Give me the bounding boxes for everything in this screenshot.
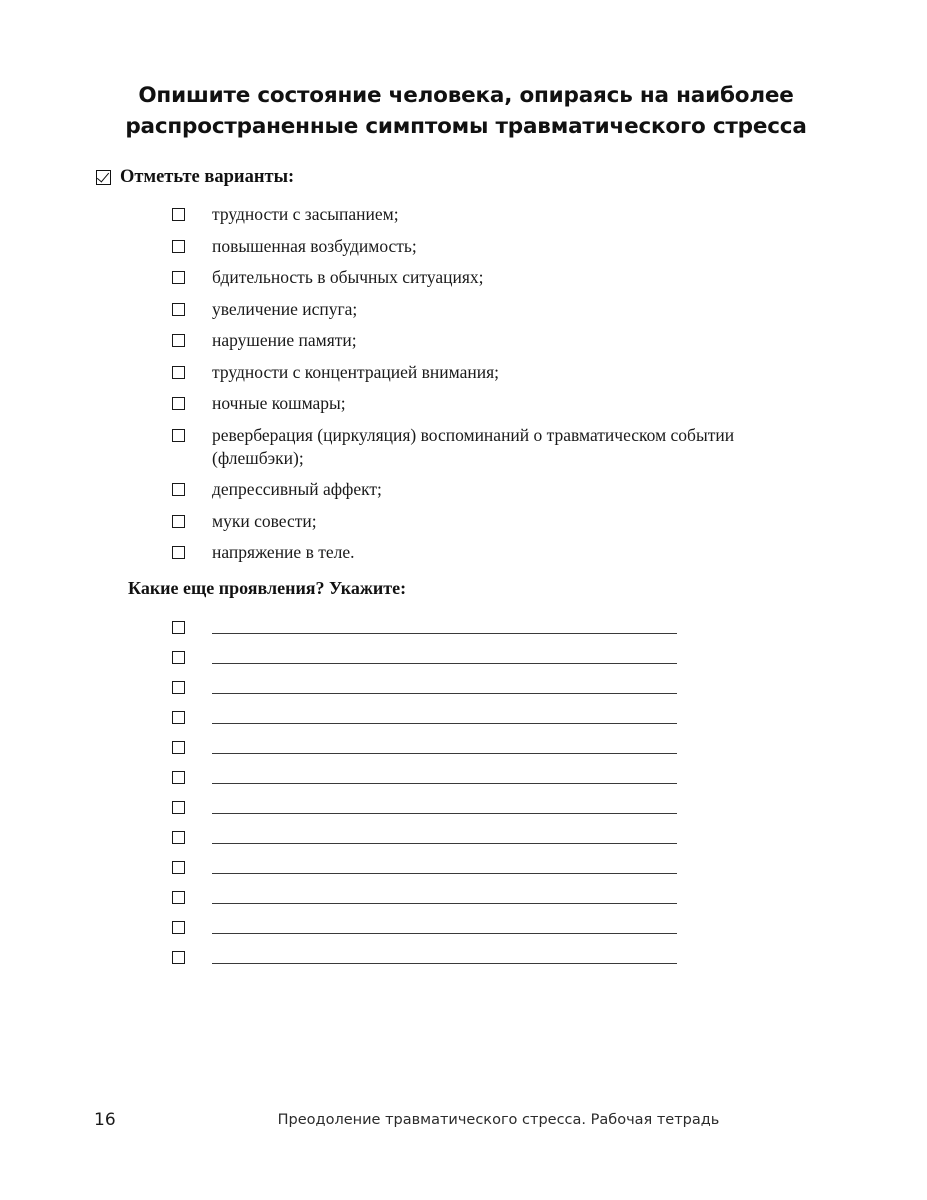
option-label: трудности с засыпанием; xyxy=(212,204,399,224)
blank-line-row[interactable] xyxy=(172,852,772,882)
write-in-line[interactable] xyxy=(212,650,677,664)
checkbox-icon[interactable] xyxy=(172,429,185,442)
write-in-line[interactable] xyxy=(212,620,677,634)
write-in-line[interactable] xyxy=(212,770,677,784)
write-in-line[interactable] xyxy=(212,860,677,874)
blank-line-row[interactable] xyxy=(172,732,772,762)
checkbox-icon[interactable] xyxy=(172,651,185,664)
checkbox-icon[interactable] xyxy=(172,621,185,634)
blank-line-row[interactable] xyxy=(172,882,772,912)
blank-line-row[interactable] xyxy=(172,822,772,852)
option-label: напряжение в теле. xyxy=(212,542,355,562)
blank-answer-lines xyxy=(172,612,772,972)
instruction-row xyxy=(96,167,294,188)
symptom-options-list xyxy=(172,203,852,573)
blank-line-row[interactable] xyxy=(172,672,772,702)
checkbox-icon[interactable] xyxy=(172,397,185,410)
write-in-line[interactable] xyxy=(212,800,677,814)
list-item[interactable] xyxy=(172,203,852,226)
write-in-line[interactable] xyxy=(212,680,677,694)
option-label: увеличение испуга; xyxy=(212,298,358,319)
list-item[interactable] xyxy=(172,424,852,470)
blank-line-row[interactable] xyxy=(172,942,772,972)
checkbox-icon[interactable] xyxy=(172,366,185,379)
checkbox-icon[interactable] xyxy=(172,681,185,694)
option-label: бдительность в обычных ситуациях; xyxy=(212,267,484,287)
footer-title: Преодоление травматического стресса. Рабочая тетрадь xyxy=(277,1112,720,1128)
option-label: трудности с концентрацией внимания; xyxy=(212,361,499,382)
blank-line-row[interactable] xyxy=(172,642,772,672)
checkbox-icon[interactable] xyxy=(172,303,185,316)
blank-line-row[interactable] xyxy=(172,612,772,642)
checked-checkbox-icon xyxy=(96,170,111,185)
page-title xyxy=(96,80,836,142)
list-item[interactable] xyxy=(172,298,852,321)
list-item[interactable] xyxy=(172,541,852,564)
checkbox-icon[interactable] xyxy=(172,831,185,844)
checkbox-icon[interactable] xyxy=(172,861,185,874)
checkbox-icon[interactable] xyxy=(172,334,185,347)
list-item[interactable] xyxy=(172,266,852,289)
checkbox-icon[interactable] xyxy=(172,741,185,754)
blank-line-row[interactable] xyxy=(172,912,772,942)
checkbox-icon[interactable] xyxy=(172,515,185,528)
option-label: реверберация (циркуляция) воспоминаний о травматическом событии (флешбэки); xyxy=(212,424,735,468)
list-item[interactable] xyxy=(172,510,852,533)
checkbox-icon[interactable] xyxy=(172,546,185,559)
blank-line-row[interactable] xyxy=(172,792,772,822)
option-label: повышенная возбудимость; xyxy=(212,235,417,256)
checkbox-icon[interactable] xyxy=(172,240,185,253)
option-label: депрессивный аффект; xyxy=(212,479,382,499)
write-in-line[interactable] xyxy=(212,950,677,964)
checkbox-icon[interactable] xyxy=(172,921,185,934)
checkbox-icon[interactable] xyxy=(172,483,185,496)
list-item[interactable] xyxy=(172,392,852,415)
checkbox-icon[interactable] xyxy=(172,771,185,784)
list-item[interactable] xyxy=(172,361,852,384)
write-in-line[interactable] xyxy=(212,710,677,724)
subheading: Какие еще проявления? Укажите: xyxy=(128,578,407,598)
write-in-line[interactable] xyxy=(212,890,677,904)
instruction-label: Отметьте варианты: xyxy=(120,167,295,187)
write-in-line[interactable] xyxy=(212,920,677,934)
page-title-line-1: Опишите состояние человека, опираясь на наиболее xyxy=(138,83,794,108)
option-label: муки совести; xyxy=(212,510,317,531)
page-title-line-2: распространенные симптомы травматического стресса xyxy=(125,114,807,139)
option-label: нарушение памяти; xyxy=(212,330,357,350)
checkbox-icon[interactable] xyxy=(172,208,185,221)
blank-line-row[interactable] xyxy=(172,702,772,732)
checkbox-icon[interactable] xyxy=(172,801,185,814)
list-item[interactable] xyxy=(172,478,852,501)
blank-line-row[interactable] xyxy=(172,762,772,792)
checkbox-icon[interactable] xyxy=(172,951,185,964)
option-label: ночные кошмары; xyxy=(212,393,346,413)
checkbox-icon[interactable] xyxy=(172,891,185,904)
page-number: 16 xyxy=(94,1110,116,1130)
write-in-line[interactable] xyxy=(212,830,677,844)
checkbox-icon[interactable] xyxy=(172,711,185,724)
write-in-line[interactable] xyxy=(212,740,677,754)
checkbox-icon[interactable] xyxy=(172,271,185,284)
list-item[interactable] xyxy=(172,329,852,352)
list-item[interactable] xyxy=(172,235,852,258)
